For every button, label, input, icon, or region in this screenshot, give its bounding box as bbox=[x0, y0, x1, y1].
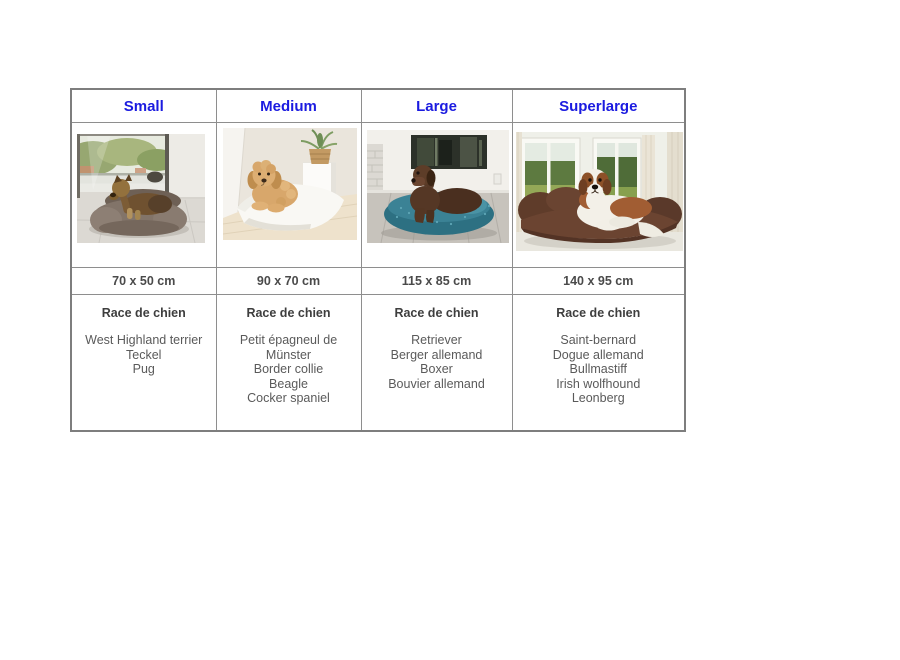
wall-socket bbox=[494, 174, 501, 184]
photo-cell-small bbox=[71, 123, 216, 268]
photo-cell-large bbox=[361, 123, 512, 268]
breed-heading: Race de chien bbox=[246, 306, 331, 320]
breeds-row bbox=[71, 295, 685, 432]
breeds-cell-small bbox=[71, 295, 216, 432]
breed-item: Dogue allemand bbox=[552, 347, 644, 362]
dimensions-superlarge: 140 x 95 cm bbox=[512, 268, 685, 295]
breeds-cell-medium bbox=[216, 295, 361, 432]
breed-item: Leonberg bbox=[571, 391, 625, 405]
breed-item: Saint-bernard bbox=[560, 333, 637, 347]
breed-item: Bullmastiff bbox=[569, 362, 627, 376]
dimensions-large: 115 x 85 cm bbox=[361, 268, 512, 295]
dimensions-medium: 90 x 70 cm bbox=[216, 268, 361, 295]
photo-cell-medium bbox=[216, 123, 361, 268]
column-header-small: Small bbox=[71, 89, 216, 123]
breed-item: Boxer bbox=[420, 362, 453, 376]
column-header-medium: Medium bbox=[216, 89, 361, 123]
breed-item: Retriever bbox=[411, 333, 462, 347]
column-header-superlarge: Superlarge bbox=[512, 89, 685, 123]
header-row bbox=[71, 89, 685, 123]
breed-item: Border collie bbox=[253, 362, 324, 376]
dog-bed-size-table bbox=[70, 88, 686, 432]
dimensions-small: 70 x 50 cm bbox=[71, 268, 216, 295]
photo-large-dog-bed bbox=[367, 130, 509, 243]
dimensions-row bbox=[71, 268, 685, 295]
column-header-large: Large bbox=[361, 89, 512, 123]
breed-item: Petit épagneul de Münster bbox=[239, 333, 338, 362]
breed-item: Pug bbox=[132, 362, 155, 376]
breed-item: Teckel bbox=[126, 347, 162, 362]
breed-item: Irish wolfhound bbox=[556, 376, 641, 391]
breed-heading: Race de chien bbox=[394, 306, 479, 320]
photo-cell-superlarge bbox=[512, 123, 685, 268]
photo-superlarge-dog-bed bbox=[516, 132, 683, 251]
breed-heading: Race de chien bbox=[556, 306, 641, 320]
breed-item: Berger allemand bbox=[390, 347, 483, 362]
wall bbox=[169, 134, 205, 199]
dark-artwork bbox=[411, 135, 487, 169]
breed-item: Bouvier allemand bbox=[388, 376, 485, 391]
breed-item: Cocker spaniel bbox=[247, 391, 330, 405]
photo-small-dog-bed bbox=[77, 134, 205, 243]
breed-item: West Highland terrier bbox=[85, 333, 203, 347]
breeds-cell-large bbox=[361, 295, 512, 432]
breeds-cell-superlarge bbox=[512, 295, 685, 432]
photo-row bbox=[71, 123, 685, 268]
breed-item: Beagle bbox=[269, 376, 308, 391]
breed-heading: Race de chien bbox=[101, 306, 186, 320]
photo-medium-dog-bed bbox=[223, 128, 357, 240]
